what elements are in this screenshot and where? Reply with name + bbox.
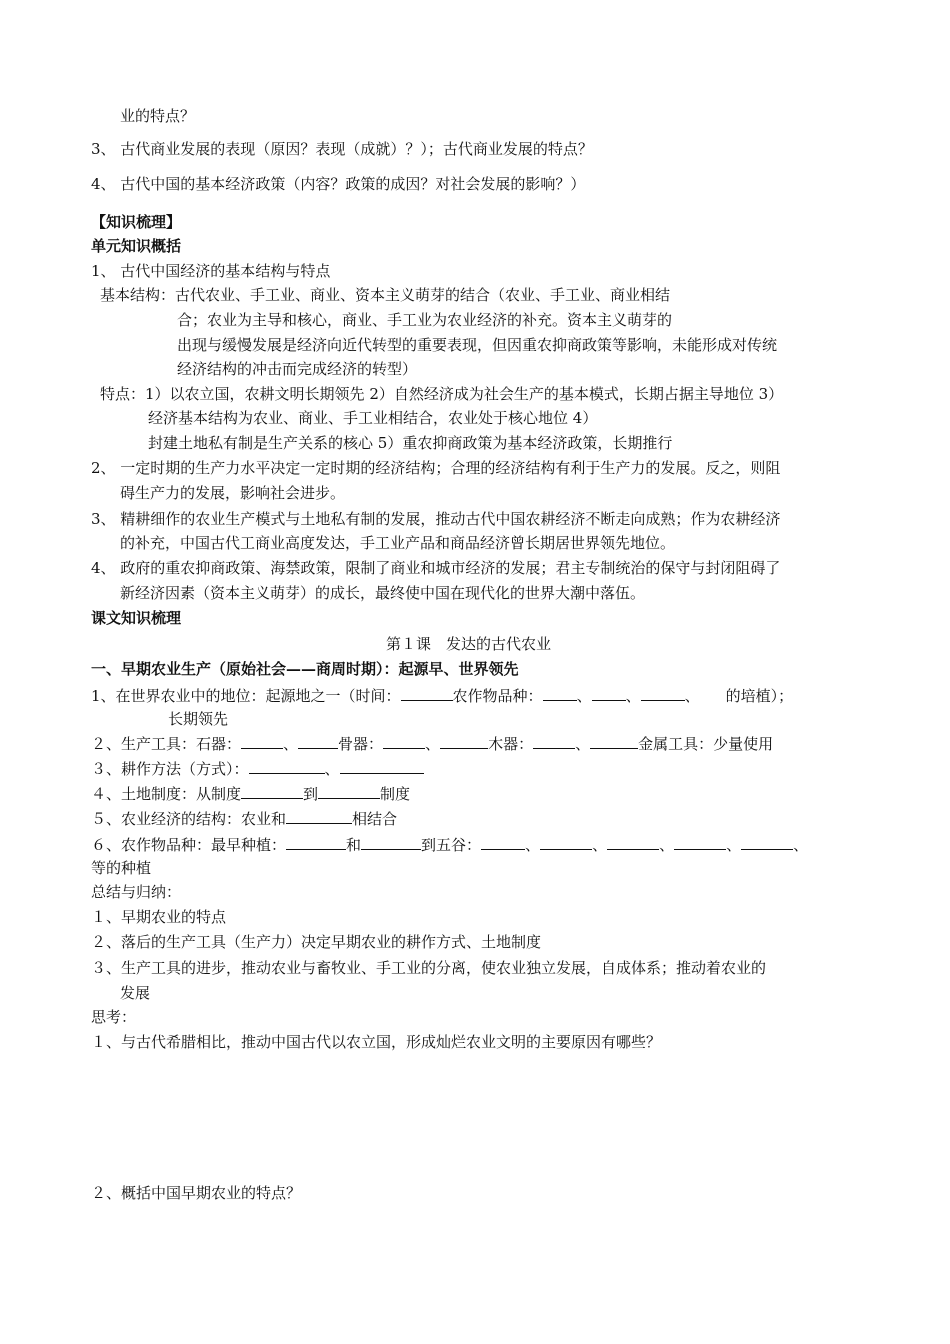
think-question-2: ２、概括中国早期农业的特点？ (91, 1184, 302, 1202)
blank[interactable] (533, 733, 575, 749)
summary-item-2: ２、落后的生产工具（生产力）决定早期农业的耕作方式、土地制度 (91, 933, 542, 951)
heading-danyuan: 单元知识概括 (91, 237, 182, 255)
intro-line-3: 4、 古代中国的基本经济政策（内容？政策的成因？对社会发展的影响？） (91, 175, 586, 193)
blank[interactable] (241, 733, 283, 749)
blank[interactable] (286, 834, 346, 850)
blank[interactable] (674, 834, 726, 850)
section-title: 一、早期农业生产（原始社会——商周时期）：起源早、世界领先 (91, 660, 519, 678)
unit-point-3a: 3、 精耕细作的农业生产模式与土地私有制的发展，推动古代中国农耕经济不断走向成熟；作为农耕经济 (91, 510, 781, 528)
blank[interactable] (241, 783, 303, 799)
unit-point-2a: 2、 一定时期的生产力水平决定一定时期的经济结构；合理的经济结构有利于生产力的发展。反之，则阻 (91, 459, 781, 477)
intro-line-1: 业的特点？ (120, 107, 196, 125)
unit-trait-3: 封建土地私有制是生产关系的核心 5）重农抑商政策为基本经济政策，长期推行 (148, 434, 673, 452)
blank[interactable] (741, 834, 793, 850)
unit-structure-1: 基本结构：古代农业、手工业、商业、资本主义萌芽的结合（农业、手工业、商业相结 (100, 286, 671, 304)
blank[interactable] (383, 733, 425, 749)
unit-point-1: 1、 古代中国经济的基本结构与特点 (91, 262, 331, 280)
unit-trait-1: 特点：1）以农立国，农耕文明长期领先 2）自然经济成为社会生产的基本模式，长期占据主导地位 3） (100, 385, 784, 403)
heading-kewen: 课文知识梳理 (91, 609, 182, 627)
lesson-title: 第１课 发达的古代农业 (386, 635, 552, 653)
blank[interactable] (401, 685, 453, 701)
unit-structure-3: 出现与缓慢发展是经济向近代转型的重要表现，但因重农抑商政策等影响，未能形成对传统 (177, 336, 778, 354)
unit-trait-2: 经济基本结构为农业、商业、手工业相结合，农业处于核心地位 4） (148, 409, 598, 427)
blank[interactable] (543, 685, 577, 701)
blank[interactable] (641, 685, 685, 701)
fill-line-1b: 长期领先 (168, 710, 229, 728)
unit-structure-4: 经济结构的冲击而完成经济的转型） (177, 360, 418, 378)
unit-point-2b: 碍生产力的发展，影响社会进步。 (120, 484, 346, 502)
blank[interactable] (249, 758, 325, 774)
blank[interactable] (540, 834, 592, 850)
blank[interactable] (481, 834, 525, 850)
summary-item-3b: 发展 (120, 984, 151, 1002)
summary-item-1: １、早期农业的特点 (91, 908, 227, 926)
intro-line-2: 3、 古代商业发展的表现（原因？表现（成就）？）；古代商业发展的特点？ (91, 140, 593, 158)
fill-line-6: ６、农作物品种：最早种植： 和 到五谷： 、 、 、 、 、 (91, 836, 809, 854)
fill-line-6b: 等的种植 (91, 859, 152, 877)
summary-title: 总结与归纳： (91, 883, 182, 901)
think-title: 思考： (91, 1008, 137, 1026)
unit-point-4b: 新经济因素（资本主义萌芽）的成长，最终使中国在现代化的世界大潮中落伍。 (120, 584, 646, 602)
blank[interactable] (592, 685, 626, 701)
fill-line-4: ４、土地制度：从制度 到 制度 (91, 785, 411, 803)
fill-line-3: ３、耕作方法（方式）： 、 (91, 758, 424, 779)
fill-line-1: 1、在世界农业中的地位：起源地之一（时间： 农作物品种： 、 、 、 的培植）； (91, 687, 794, 705)
blank[interactable] (607, 834, 659, 850)
blank[interactable] (361, 834, 421, 850)
blank[interactable] (340, 758, 424, 774)
unit-structure-2: 合；农业为主导和核心，商业、手工业为农业经济的补充。资本主义萌芽的 (177, 311, 673, 329)
blank[interactable] (286, 808, 352, 824)
think-question-1: １、与古代希腊相比，推动中国古代以农立国，形成灿烂农业文明的主要原因有哪些？ (91, 1033, 662, 1051)
summary-item-3a: ３、生产工具的进步，推动农业与畜牧业、手工业的分离，使农业独立发展，自成体系；推动着农业的 (91, 959, 767, 977)
heading-zhishi: 【知识梳理】 (91, 213, 182, 231)
blank[interactable] (440, 733, 488, 749)
blank[interactable] (590, 733, 638, 749)
unit-point-3b: 的补充，中国古代工商业高度发达，手工业产品和商品经济曾长期居世界领先地位。 (120, 534, 676, 552)
blank[interactable] (298, 733, 338, 749)
fill-line-5: ５、农业经济的结构：农业和 相结合 (91, 810, 398, 828)
blank[interactable] (318, 783, 380, 799)
unit-point-4a: 4、 政府的重农抑商政策、海禁政策，限制了商业和城市经济的发展；君主专制统治的保守与封闭阻碍了 (91, 559, 781, 577)
fill-line-2: ２、生产工具：石器： 、 骨器： 、 木器： 、 金属工具：少量使用 (91, 735, 774, 753)
